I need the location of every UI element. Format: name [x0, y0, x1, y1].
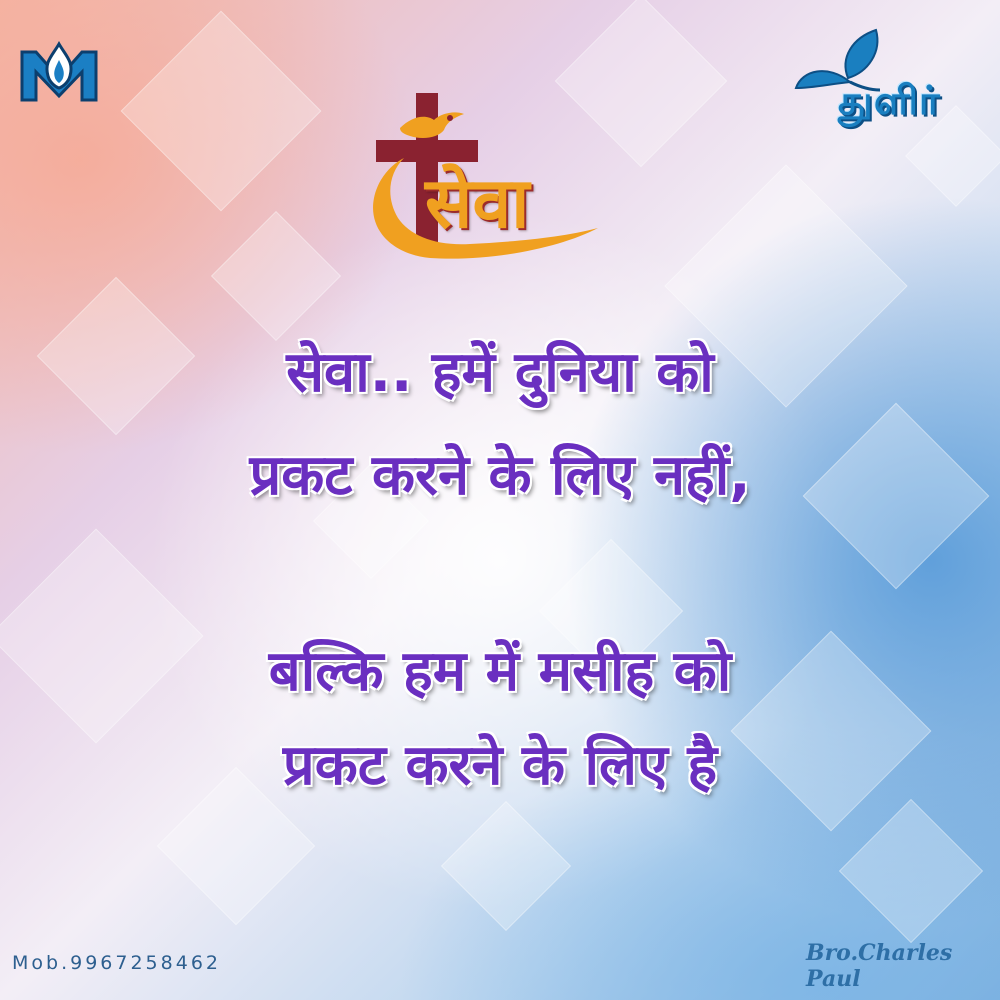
quote-line-4: प्रकट करने के लिए है [282, 733, 718, 798]
quote-line-1: सेवा.. हमें दुनिया को [286, 340, 714, 405]
bg-diamond [121, 11, 322, 212]
seva-logo-text: सेवा [425, 162, 530, 244]
flame-m-logo-icon [14, 38, 104, 108]
bg-diamond [0, 529, 203, 744]
quote-line-2: प्रकट करने के लिए नहीं, [249, 443, 751, 508]
author-signature: Bro.Charles Paul [806, 940, 953, 992]
bg-diamond [839, 799, 983, 943]
quote-line-3: बल्कि हम में मसीह को [268, 639, 732, 704]
brand-logo-right [788, 26, 988, 136]
brand-logo-right-text: துளிர் [838, 78, 941, 124]
mobile-number: Mob.9967258462 [12, 952, 222, 974]
bg-diamond [211, 211, 341, 341]
bg-diamond [441, 801, 571, 931]
